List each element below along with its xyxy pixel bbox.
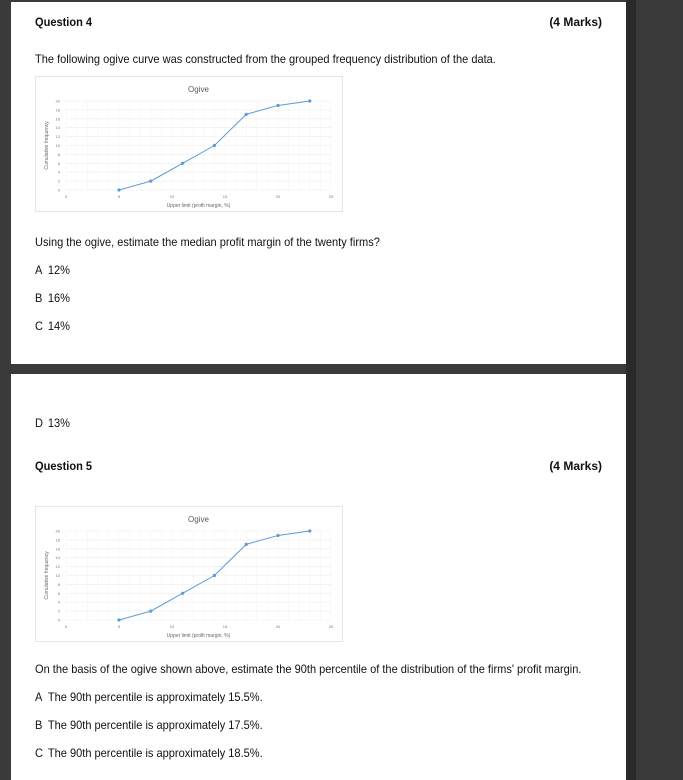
option-text: 14% — [47, 319, 70, 333]
question-4-intro: The following ogive curve was constructed from the grouped frequency distribution of the data. — [35, 52, 496, 66]
y-tick-label: 14 — [55, 125, 60, 131]
q5-option-b[interactable] — [35, 718, 263, 732]
y-tick-label: 10 — [55, 573, 60, 578]
question-4-title: Question 4 — [35, 15, 93, 29]
x-tick-label: 0 — [64, 194, 68, 199]
data-point — [308, 99, 311, 102]
y-tick-label: 6 — [57, 160, 60, 166]
y-tick-label: 4 — [57, 169, 60, 175]
y-tick-label: 6 — [57, 590, 60, 596]
y-tick-label: 18 — [55, 537, 60, 543]
option-letter: D — [35, 416, 43, 430]
x-tick-label: 25 — [328, 194, 334, 199]
q5-option-a[interactable] — [35, 690, 263, 704]
option-text: The 90th percentile is approximately 15.5%. — [47, 690, 263, 704]
data-point — [308, 529, 311, 532]
y-tick-label: 2 — [57, 608, 60, 614]
option-letter: C — [35, 746, 43, 760]
option-letter: B — [35, 291, 43, 305]
data-point — [181, 162, 184, 165]
data-point — [213, 144, 216, 147]
q4-option-a[interactable] — [35, 263, 70, 277]
q5-option-c[interactable] — [35, 746, 263, 760]
data-point — [213, 574, 216, 577]
ogive-chart-svg — [36, 77, 342, 211]
x-tick-label: 10 — [169, 624, 175, 629]
y-tick-label: 20 — [55, 98, 60, 104]
option-text: 12% — [47, 263, 70, 277]
document-page-2 — [11, 374, 626, 780]
y-tick-label: 0 — [57, 617, 60, 623]
data-point — [149, 180, 152, 183]
question-5-marks: (4 Marks) — [549, 459, 602, 473]
data-point — [276, 104, 279, 107]
x-tick-label: 20 — [275, 194, 281, 199]
y-tick-label: 18 — [55, 107, 60, 113]
y-tick-label: 14 — [55, 555, 60, 561]
data-point — [245, 113, 248, 116]
x-tick-label: 5 — [117, 624, 121, 629]
data-point — [181, 592, 184, 595]
x-tick-label: 20 — [275, 624, 281, 629]
data-point — [117, 188, 120, 191]
q4-option-d[interactable] — [35, 416, 70, 430]
y-tick-label: 12 — [55, 564, 60, 570]
y-tick-label: 0 — [57, 187, 60, 193]
question-5-title: Question 5 — [35, 459, 93, 473]
q4-option-c[interactable] — [35, 319, 70, 333]
y-tick-label: 8 — [57, 581, 60, 587]
y-tick-label: 10 — [55, 143, 60, 148]
y-tick-label: 16 — [55, 116, 60, 122]
x-tick-label: 25 — [328, 624, 334, 629]
question-4-prompt: Using the ogive, estimate the median profit margin of the twenty firms? — [35, 235, 380, 249]
y-tick-label: 8 — [57, 151, 60, 157]
option-letter: A — [35, 263, 43, 277]
question-5-prompt: On the basis of the ogive shown above, estimate the 90th percentile of the distribution of the firms' profit margin. — [35, 662, 582, 676]
option-text: The 90th percentile is approximately 18.5%. — [47, 746, 263, 760]
question-4-marks: (4 Marks) — [549, 15, 602, 29]
y-tick-label: 2 — [57, 178, 60, 184]
data-point — [245, 543, 248, 546]
y-tick-label: 4 — [57, 599, 60, 605]
page-edge-shadow — [626, 0, 636, 780]
x-tick-label: 15 — [222, 194, 228, 199]
x-tick-label: 10 — [169, 194, 175, 199]
option-text: 13% — [47, 416, 70, 430]
x-tick-label: 5 — [117, 194, 121, 199]
option-letter: A — [35, 690, 43, 704]
option-text: 16% — [47, 291, 70, 305]
chart-title: Ogive — [188, 515, 209, 524]
y-tick-label: 16 — [55, 546, 60, 552]
ogive-chart-svg — [36, 507, 342, 641]
ogive-chart-q5 — [35, 506, 343, 642]
data-point — [117, 618, 120, 621]
option-text: The 90th percentile is approximately 17.5%. — [47, 718, 263, 732]
x-axis-label: Upper limit (profit margin, %) — [166, 633, 231, 639]
document-page-1 — [11, 2, 626, 364]
chart-title: Ogive — [188, 85, 209, 94]
y-tick-label: 20 — [55, 528, 60, 534]
data-point — [276, 534, 279, 537]
y-tick-label: 12 — [55, 134, 60, 140]
x-tick-label: 0 — [64, 624, 68, 629]
option-letter: C — [35, 319, 43, 333]
option-letter: B — [35, 718, 43, 732]
y-axis-label: Cumulative frequency — [44, 551, 50, 600]
x-axis-label: Upper limit (profit margin, %) — [166, 203, 231, 209]
ogive-chart-q4 — [35, 76, 343, 212]
x-tick-label: 15 — [222, 624, 228, 629]
y-axis-label: Cumulative frequency — [44, 121, 50, 170]
data-point — [149, 610, 152, 613]
q4-option-b[interactable] — [35, 291, 70, 305]
